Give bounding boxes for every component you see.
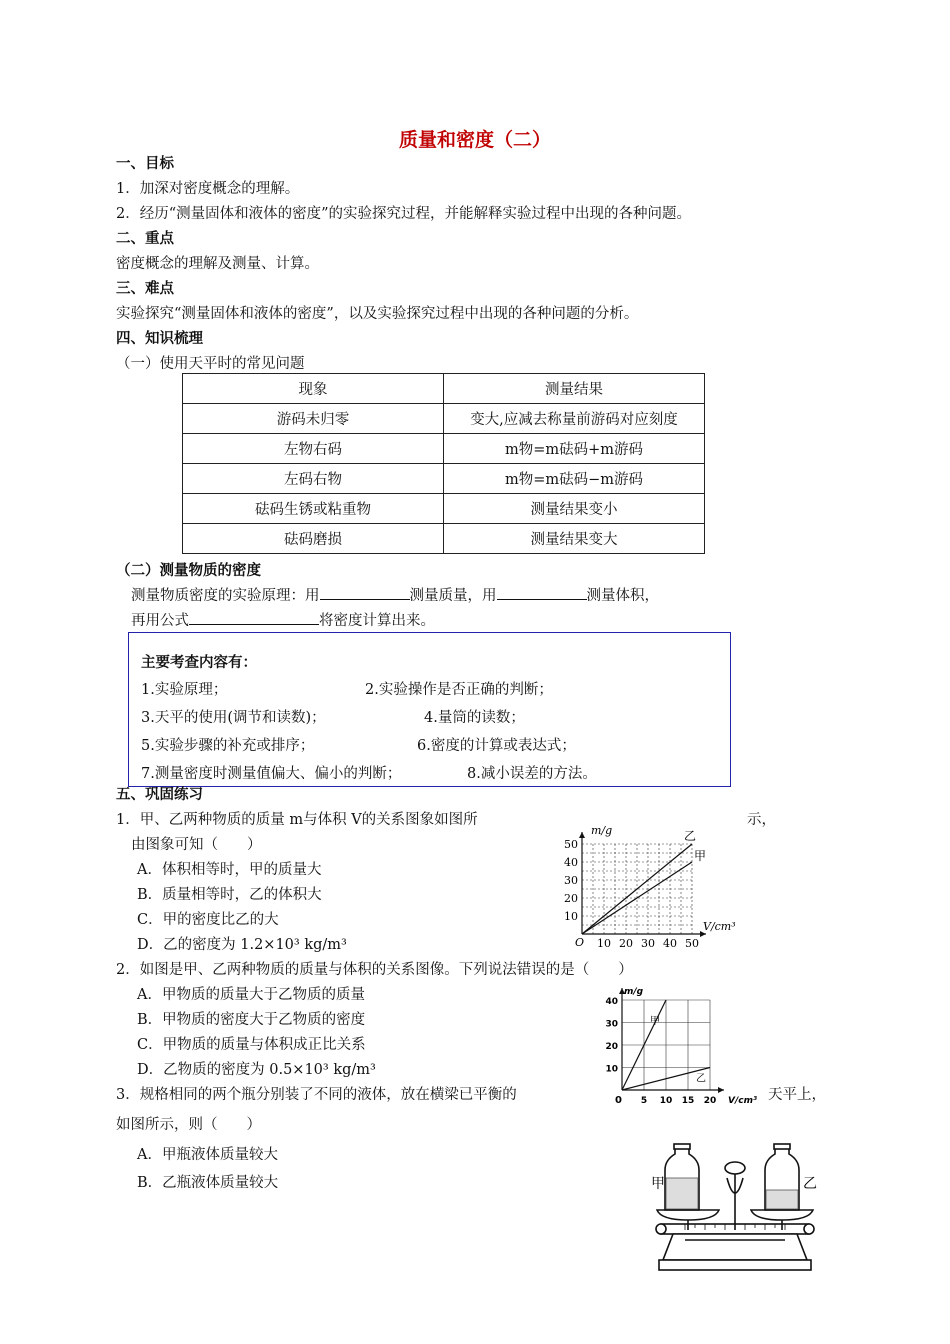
exam-focus-item: 6.密度的计算或表达式；	[417, 738, 576, 754]
y-tick-label: 20	[605, 1042, 618, 1052]
table-row	[183, 434, 705, 464]
right-bottle-label: 乙	[803, 1176, 817, 1192]
chart-xlabel: V/cm³	[703, 920, 736, 933]
table-cell: 游码未归零	[183, 404, 444, 434]
q1-option-c[interactable]: C．甲的密度比乙的大	[137, 912, 279, 928]
principle-text-c: 测量体积，	[586, 588, 659, 604]
x-tick-label: 30	[641, 937, 655, 950]
blank-mass-tool[interactable]	[320, 585, 410, 600]
y-tick-label: 50	[564, 838, 578, 851]
section-practice-heading: 五、巩固练习	[116, 787, 203, 803]
q2-option-b[interactable]: B．甲物质的密度大于乙物质的密度	[137, 1012, 366, 1028]
blank-volume-tool[interactable]	[497, 585, 587, 600]
q2-stem: 2．如图是甲、乙两种物质的质量与体积的关系图像。下列说法错误的是（ ）	[116, 962, 633, 978]
balance-problems-table	[182, 373, 705, 554]
chart-ylabel: m/g	[591, 824, 613, 837]
table-cell: 变大,应减去称量前游码对应刻度	[444, 404, 705, 434]
y-axis-arrow	[579, 832, 585, 838]
q1-mass-volume-chart	[560, 822, 740, 950]
x-tick-label: 10	[659, 1096, 673, 1106]
exam-focus-item: 4.量筒的读数；	[424, 710, 525, 726]
subsection-density-heading: （二）测量物质的密度	[116, 563, 261, 579]
y-tick-label: 10	[605, 1064, 618, 1075]
x-tick-label: 20	[619, 937, 633, 950]
table-cell: 左物右码	[183, 434, 444, 464]
q1-stem-2: 由图象可知（ ）	[131, 837, 262, 853]
table-header-row	[183, 374, 705, 404]
table-cell: 测量结果变小	[444, 494, 705, 524]
principle-text-e: 将密度计算出来。	[319, 613, 435, 629]
q1-option-d[interactable]: D．乙的密度为 1.2×10³ kg/m³	[137, 937, 347, 953]
x-axis-arrow	[718, 1087, 724, 1093]
chart-ylabel: m/g	[624, 987, 644, 997]
exam-focus-heading: 主要考查内容有：	[141, 655, 257, 671]
blank-formula[interactable]	[189, 610, 319, 625]
series-label-jia: 甲	[694, 849, 707, 863]
principle-text-b: 测量质量，用	[409, 588, 497, 604]
q2-mass-volume-chart	[600, 982, 757, 1108]
principle-line-1	[131, 584, 659, 605]
q2-option-a[interactable]: A．甲物质的质量大于乙物质的质量	[137, 987, 365, 1003]
table-cell: m物=m砝码−m游码	[444, 464, 705, 494]
q3-stem: 3．规格相同的两个瓶分别装了不同的液体，放在横梁已平衡的	[116, 1087, 517, 1103]
y-tick-label: 30	[564, 874, 578, 887]
goal-item-1: 1．加深对密度概念的理解。	[116, 181, 300, 197]
x-tick-label: 15	[681, 1096, 695, 1106]
exam-focus-item: 3.天平的使用(调节和读数)；	[141, 710, 326, 726]
y-tick-label: 40	[605, 997, 618, 1007]
q3-stem-end: 天平上，	[768, 1087, 826, 1103]
table-header-cell: 测量结果	[444, 374, 705, 404]
y-tick-label: 40	[564, 856, 578, 869]
table-cell: 砝码磨损	[183, 524, 444, 554]
x-tick-label: 40	[663, 937, 677, 950]
section-key-heading: 二、重点	[116, 231, 174, 247]
y-tick-label: 20	[564, 892, 578, 905]
table-row	[183, 464, 705, 494]
q3-stem-2: 如图所示，则（ ）	[116, 1117, 261, 1133]
table-cell: 砝码生锈或粘重物	[183, 494, 444, 524]
table-row	[183, 524, 705, 554]
y-tick-label: 10	[564, 910, 578, 923]
q1-stem-end: 示，	[747, 812, 776, 828]
series-label-yi: 乙	[696, 1073, 706, 1085]
section-knowledge-heading: 四、知识梳理	[116, 331, 203, 347]
exam-focus-item: 1.实验原理；	[141, 682, 228, 698]
subsection-balance-heading: （一）使用天平时的常见问题	[116, 356, 305, 372]
page-title: 质量和密度（二）	[398, 129, 551, 151]
q1-option-a[interactable]: A．体积相等时，甲的质量大	[137, 862, 322, 878]
section-goals-heading: 一、目标	[116, 156, 174, 172]
series-label-yi: 乙	[684, 829, 697, 843]
principle-line-2	[131, 609, 435, 630]
principle-text-d: 再用公式	[131, 613, 189, 629]
table-row	[183, 404, 705, 434]
principle-text-a: 测量物质密度的实验原理：用	[131, 588, 320, 604]
chart-origin: O	[575, 936, 585, 949]
exam-focus-item: 2.实验操作是否正确的判断；	[365, 682, 553, 698]
q2-option-c[interactable]: C．甲物质的质量与体积成正比关系	[137, 1037, 366, 1053]
table-header-cell: 现象	[183, 374, 444, 404]
goal-item-2: 2．经历“测量固体和液体的密度”的实验探究过程，并能解释实验过程中出现的各种问题。	[116, 206, 692, 222]
q3-option-b[interactable]: B．乙瓶液体质量较大	[137, 1175, 279, 1191]
left-bottle-label: 甲	[651, 1176, 665, 1192]
chart-origin: 0	[615, 1095, 622, 1106]
q3-option-a[interactable]: A．甲瓶液体质量较大	[137, 1147, 278, 1163]
section-difficulty-heading: 三、难点	[116, 281, 174, 297]
exam-focus-box	[128, 632, 731, 787]
section-key-text: 密度概念的理解及测量、计算。	[116, 256, 319, 272]
q1-stem: 1．甲、乙两种物质的质量 m与体积 V的关系图象如图所	[116, 812, 478, 828]
section-difficulty-text: 实验探究“测量固体和液体的密度”，以及实验探究过程中出现的各种问题的分析。	[116, 306, 639, 322]
x-tick-label: 50	[685, 937, 699, 950]
table-cell: m物=m砝码+m游码	[444, 434, 705, 464]
x-tick-label: 5	[640, 1096, 648, 1106]
table-cell: 左码右物	[183, 464, 444, 494]
exam-focus-item: 8.减小误差的方法。	[467, 766, 597, 782]
x-tick-label: 10	[597, 937, 611, 950]
chart-xlabel: V/cm³	[728, 1096, 757, 1106]
x-tick-label: 20	[703, 1096, 717, 1106]
q1-option-b[interactable]: B．质量相等时，乙的体积大	[137, 887, 322, 903]
q2-option-d[interactable]: D．乙物质的密度为 0.5×10³ kg/m³	[137, 1062, 376, 1078]
balance-illustration	[645, 1138, 825, 1300]
table-cell: 测量结果变大	[444, 524, 705, 554]
table-row	[183, 494, 705, 524]
series-label-jia: 甲	[650, 1016, 660, 1027]
exam-focus-item: 5.实验步骤的补充或排序；	[141, 738, 315, 754]
exam-focus-item: 7.测量密度时测量值偏大、偏小的判断；	[141, 766, 402, 782]
y-tick-label: 30	[605, 1019, 618, 1030]
